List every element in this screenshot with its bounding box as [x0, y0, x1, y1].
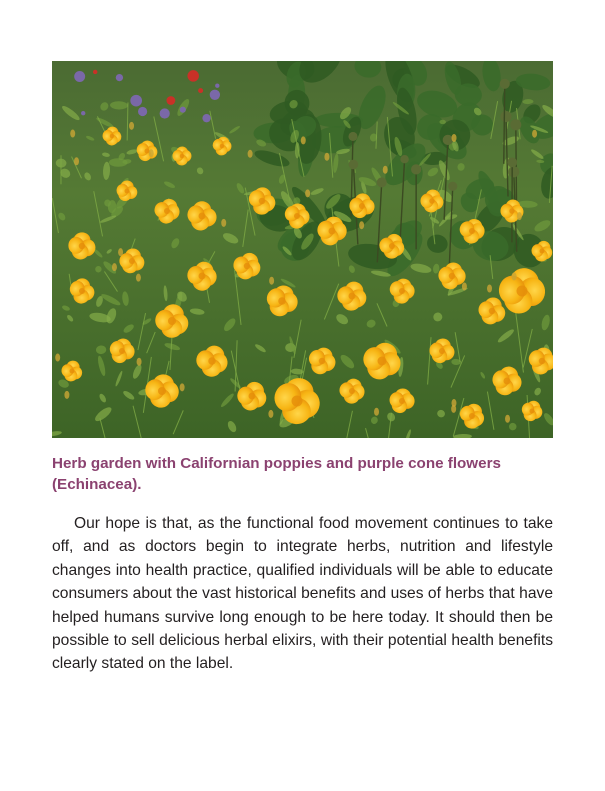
- poppy-bud: [532, 130, 537, 138]
- poppy-center: [199, 213, 206, 220]
- poppy-center: [517, 286, 528, 297]
- background-flower: [93, 70, 97, 74]
- poppy-center: [129, 258, 135, 264]
- poppy-center: [399, 288, 405, 294]
- coneflower-head: [348, 132, 357, 141]
- poppy-bud: [487, 285, 492, 293]
- poppy-bud: [512, 272, 517, 280]
- coneflower-head: [448, 182, 457, 191]
- poppy-center: [158, 387, 166, 395]
- poppy-center: [110, 134, 115, 139]
- poppy-center: [349, 388, 355, 394]
- poppy-bud: [64, 391, 69, 399]
- background-flower: [180, 107, 186, 113]
- poppy-center: [79, 243, 86, 250]
- herb-garden-photo: [52, 61, 553, 438]
- poppy-center: [469, 413, 475, 419]
- poppy-bud: [55, 354, 60, 362]
- poppy-center: [125, 189, 130, 194]
- poppy-center: [244, 263, 251, 270]
- poppy-center: [349, 293, 356, 300]
- poppy-center: [79, 288, 85, 294]
- coneflower-head: [500, 111, 511, 122]
- poppy-center: [145, 149, 150, 154]
- background-flower: [138, 107, 147, 116]
- poppy-bud: [149, 149, 154, 157]
- coneflower-head: [349, 160, 359, 170]
- poppy-center: [489, 308, 496, 315]
- poppy-center: [449, 273, 456, 280]
- coneflower-head: [508, 166, 519, 177]
- garden-illustration: [52, 61, 553, 438]
- background-flower: [74, 71, 85, 82]
- poppy-center: [399, 398, 405, 404]
- poppy-bud: [301, 136, 306, 144]
- poppy-center: [292, 396, 303, 407]
- poppy-bud: [359, 221, 364, 229]
- poppy-bud: [374, 408, 379, 416]
- background-flower: [81, 111, 85, 115]
- coneflower-head: [411, 164, 421, 174]
- background-flower: [166, 96, 175, 105]
- poppy-center: [539, 358, 546, 365]
- poppy-bud: [451, 405, 456, 413]
- poppy-bud: [112, 263, 117, 271]
- poppy-bud: [221, 219, 226, 227]
- poppy-center: [378, 357, 387, 366]
- coneflower-head: [507, 157, 517, 167]
- background-flower: [202, 114, 210, 122]
- background-flower: [160, 108, 170, 118]
- background-flower: [198, 88, 203, 93]
- poppy-center: [278, 297, 286, 305]
- poppy-bud: [180, 383, 185, 391]
- poppy-center: [329, 228, 336, 235]
- poppy-bud: [269, 277, 274, 285]
- poppy-center: [504, 378, 511, 385]
- coneflower-head: [510, 119, 521, 130]
- figure-caption: Herb garden with Californian poppies and purple cone flowers (Echinacea).: [52, 455, 501, 493]
- poppy-bud: [129, 122, 134, 130]
- poppy-bud: [118, 248, 123, 256]
- poppy-center: [164, 208, 170, 214]
- coneflower-head: [400, 155, 408, 163]
- body-paragraph: Our hope is that, as the functional food movement continues to take off, and as doctors begin to integrate herbs, nutrition and lifestyle changes into health practice, qualified individuals will be able to educate consumers about the vast historical benefits and uses of herbs that have helped humans survive long enough to be here today. It should then be possible to sell delicious herbal elixirs, with their potential health benefits clearly stated on the label.: [52, 515, 553, 673]
- poppy-center: [180, 154, 185, 159]
- poppy-center: [220, 144, 225, 149]
- poppy-center: [294, 213, 300, 219]
- poppy-center: [429, 198, 435, 204]
- background-flower: [130, 95, 142, 107]
- poppy-bud: [462, 282, 467, 290]
- poppy-bud: [70, 130, 75, 138]
- poppy-center: [199, 273, 206, 280]
- poppy-bud: [248, 150, 253, 158]
- background-flower: [116, 74, 123, 81]
- leaf: [439, 120, 446, 124]
- poppy-bud: [383, 166, 388, 174]
- poppy-center: [439, 348, 445, 354]
- poppy-bud: [74, 157, 79, 165]
- poppy-bud: [136, 274, 141, 282]
- poppy-center: [530, 409, 535, 414]
- poppy-center: [389, 243, 395, 249]
- coneflower-stem: [504, 84, 505, 164]
- poppy-center: [168, 317, 176, 325]
- background-flower: [210, 90, 220, 100]
- poppy-center: [259, 198, 266, 205]
- poppy-center: [469, 228, 475, 234]
- poppy-center: [70, 369, 75, 374]
- coneflower-head: [443, 135, 453, 145]
- poppy-bud: [505, 415, 510, 423]
- poppy-center: [208, 357, 216, 365]
- coneflower-head: [377, 177, 387, 187]
- poppy-center: [509, 208, 515, 214]
- poppy-bud: [324, 153, 329, 161]
- poppy-bud: [517, 212, 522, 220]
- background-flower: [187, 70, 198, 81]
- poppy-bud: [137, 358, 142, 366]
- poppy-center: [119, 348, 125, 354]
- coneflower-head: [500, 79, 510, 89]
- background-flower: [215, 84, 219, 88]
- poppy-center: [540, 249, 545, 254]
- poppy-bud: [452, 134, 457, 142]
- poppy-center: [359, 203, 365, 209]
- poppy-center: [319, 358, 326, 365]
- poppy-center: [249, 393, 256, 400]
- poppy-bud: [305, 189, 310, 197]
- poppy-bud: [268, 410, 273, 418]
